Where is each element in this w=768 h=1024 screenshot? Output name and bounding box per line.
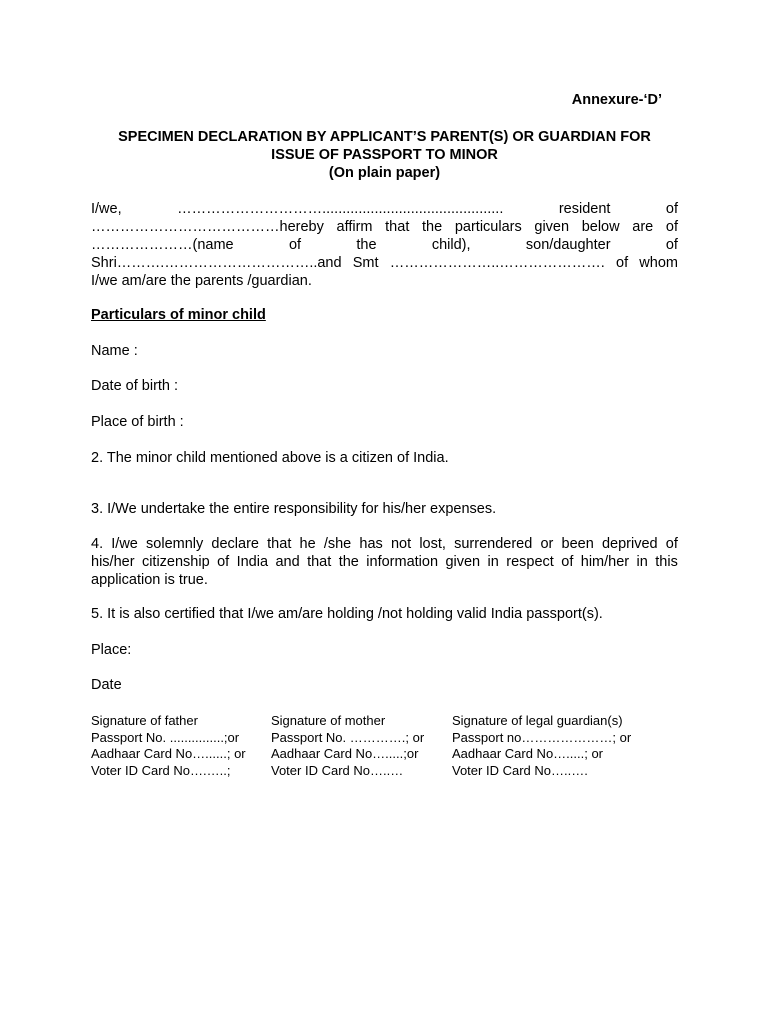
father-aadhaar-line: Aadhaar Card No…......; or — [91, 746, 246, 761]
clause-4-line-1 — [91, 535, 678, 553]
clause-4-word: this — [655, 554, 678, 570]
intro-line-3 — [91, 236, 678, 254]
intro-line-4 — [91, 254, 678, 272]
father-signature-block — [91, 713, 246, 779]
clause-4-line-3: application is true. — [91, 572, 208, 588]
intro-line-2 — [91, 218, 678, 236]
father-voter-line: Voter ID Card No….…..; — [91, 762, 231, 778]
father-signature-title: Signature of father — [91, 713, 198, 728]
document-title — [91, 128, 678, 182]
clause-4-word: given — [445, 554, 481, 570]
clause-4-word: the — [338, 554, 359, 570]
clause-5: 5. It is also certified that I/we am/are holding /not holding valid India passport(s). — [91, 606, 603, 622]
intro-word: of — [665, 237, 678, 253]
clause-4-word: been — [561, 536, 594, 552]
annexure-label: Annexure-‘D’ — [571, 92, 662, 108]
guardian-aadhaar-line: Aadhaar Card No….....; or — [452, 746, 604, 761]
clause-4-word: solemnly — [146, 536, 204, 552]
intro-word: that — [385, 219, 410, 235]
clause-3: 3. I/We undertake the entire responsibility for his/her expenses. — [91, 501, 497, 517]
clause-4 — [91, 535, 678, 589]
clause-4-word: information — [366, 554, 439, 570]
clause-4-word: him/her — [580, 554, 630, 570]
pob-field-label: Place of birth : — [91, 414, 184, 430]
title-line-1: SPECIMEN DECLARATION BY APPLICANT’S PARENT(S) OR GUARDIAN FOR — [118, 129, 651, 145]
guardian-passport-line: Passport no…………………; or — [452, 729, 632, 745]
clause-4-word: he — [299, 536, 316, 552]
clause-4-word: I/we — [111, 536, 138, 552]
clause-4-line-2 — [91, 553, 678, 571]
clause-4-word: surrendered — [454, 536, 533, 552]
particulars-heading: Particulars of minor child — [91, 307, 266, 323]
clause-4-word: 4. — [91, 536, 104, 552]
guardian-signature-title: Signature of legal guardian(s) — [452, 713, 623, 728]
clause-4-word: and — [275, 554, 300, 570]
intro-word: whom — [639, 255, 678, 271]
clause-4-word: that — [307, 554, 332, 570]
date-label: Date — [91, 677, 122, 693]
intro-word: are — [632, 219, 654, 235]
clause-4-word: in — [636, 554, 648, 570]
intro-word: the — [356, 237, 377, 253]
mother-passport-line: Passport No. ………….; or — [271, 729, 425, 745]
intro-word: child), — [431, 237, 471, 253]
intro-word: I/we, — [91, 201, 122, 217]
clause-4-word: his/her — [91, 554, 135, 570]
intro-word: below — [581, 219, 620, 235]
clause-4-word: or — [540, 536, 554, 552]
intro-word: …………………(name — [91, 237, 234, 253]
mother-signature-block — [271, 713, 424, 779]
intro-word: son/daughter — [525, 237, 611, 253]
clause-4-word: of — [217, 554, 230, 570]
intro-word: of — [288, 237, 302, 253]
father-passport-line: Passport No. ...............;or — [91, 729, 240, 745]
clause-4-word: lost, — [419, 536, 446, 552]
title-line-3: (On plain paper) — [328, 165, 441, 181]
intro-word: resident — [558, 201, 611, 217]
clause-2: 2. The minor child mentioned above is a citizen of India. — [91, 450, 449, 466]
intro-word: affirm — [336, 219, 373, 235]
intro-word: particulars — [454, 219, 522, 235]
intro-word: the — [422, 219, 443, 235]
clause-4-word: /she — [323, 536, 352, 552]
intro-word: …………………..…………………. — [389, 255, 605, 271]
clause-4-word: of — [561, 554, 574, 570]
guardian-voter-line: Voter ID Card No…..…. — [452, 762, 588, 778]
intro-word: of — [665, 219, 678, 235]
intro-word: Shri……….…………………………..and — [91, 255, 342, 271]
clause-4-word: not — [390, 536, 412, 552]
clause-4-word: declare — [211, 536, 259, 552]
clause-4-word: citizenship — [141, 554, 210, 570]
clause-4-word: in — [487, 554, 499, 570]
intro-word: given — [534, 219, 570, 235]
guardian-signature-block — [452, 713, 631, 779]
intro-word: of — [616, 255, 629, 271]
name-field-label: Name : — [91, 343, 138, 359]
applicant-name-blank: …………………………............................................. — [177, 201, 504, 217]
clause-4-word: India — [236, 554, 269, 570]
clause-4-word: has — [359, 536, 383, 552]
intro-line-5: I/we am/are the parents /guardian. — [91, 273, 312, 289]
intro-word: Smt — [352, 255, 379, 271]
clause-4-word: deprived — [601, 536, 658, 552]
intro-paragraph — [91, 200, 678, 290]
mother-voter-line: Voter ID Card No…..… — [271, 762, 404, 778]
clause-4-word: that — [267, 536, 292, 552]
clause-4-word: respect — [506, 554, 554, 570]
intro-word: …………………………………hereby — [91, 219, 324, 235]
intro-line-1 — [91, 200, 678, 218]
intro-word: of — [665, 201, 678, 217]
dob-field-label: Date of birth : — [91, 378, 179, 394]
title-line-2: ISSUE OF PASSPORT TO MINOR — [271, 147, 498, 163]
clause-4-word: of — [665, 536, 678, 552]
mother-signature-title: Signature of mother — [271, 713, 386, 728]
mother-aadhaar-line: Aadhaar Card No….....;or — [271, 746, 419, 761]
place-label: Place: — [91, 642, 132, 658]
